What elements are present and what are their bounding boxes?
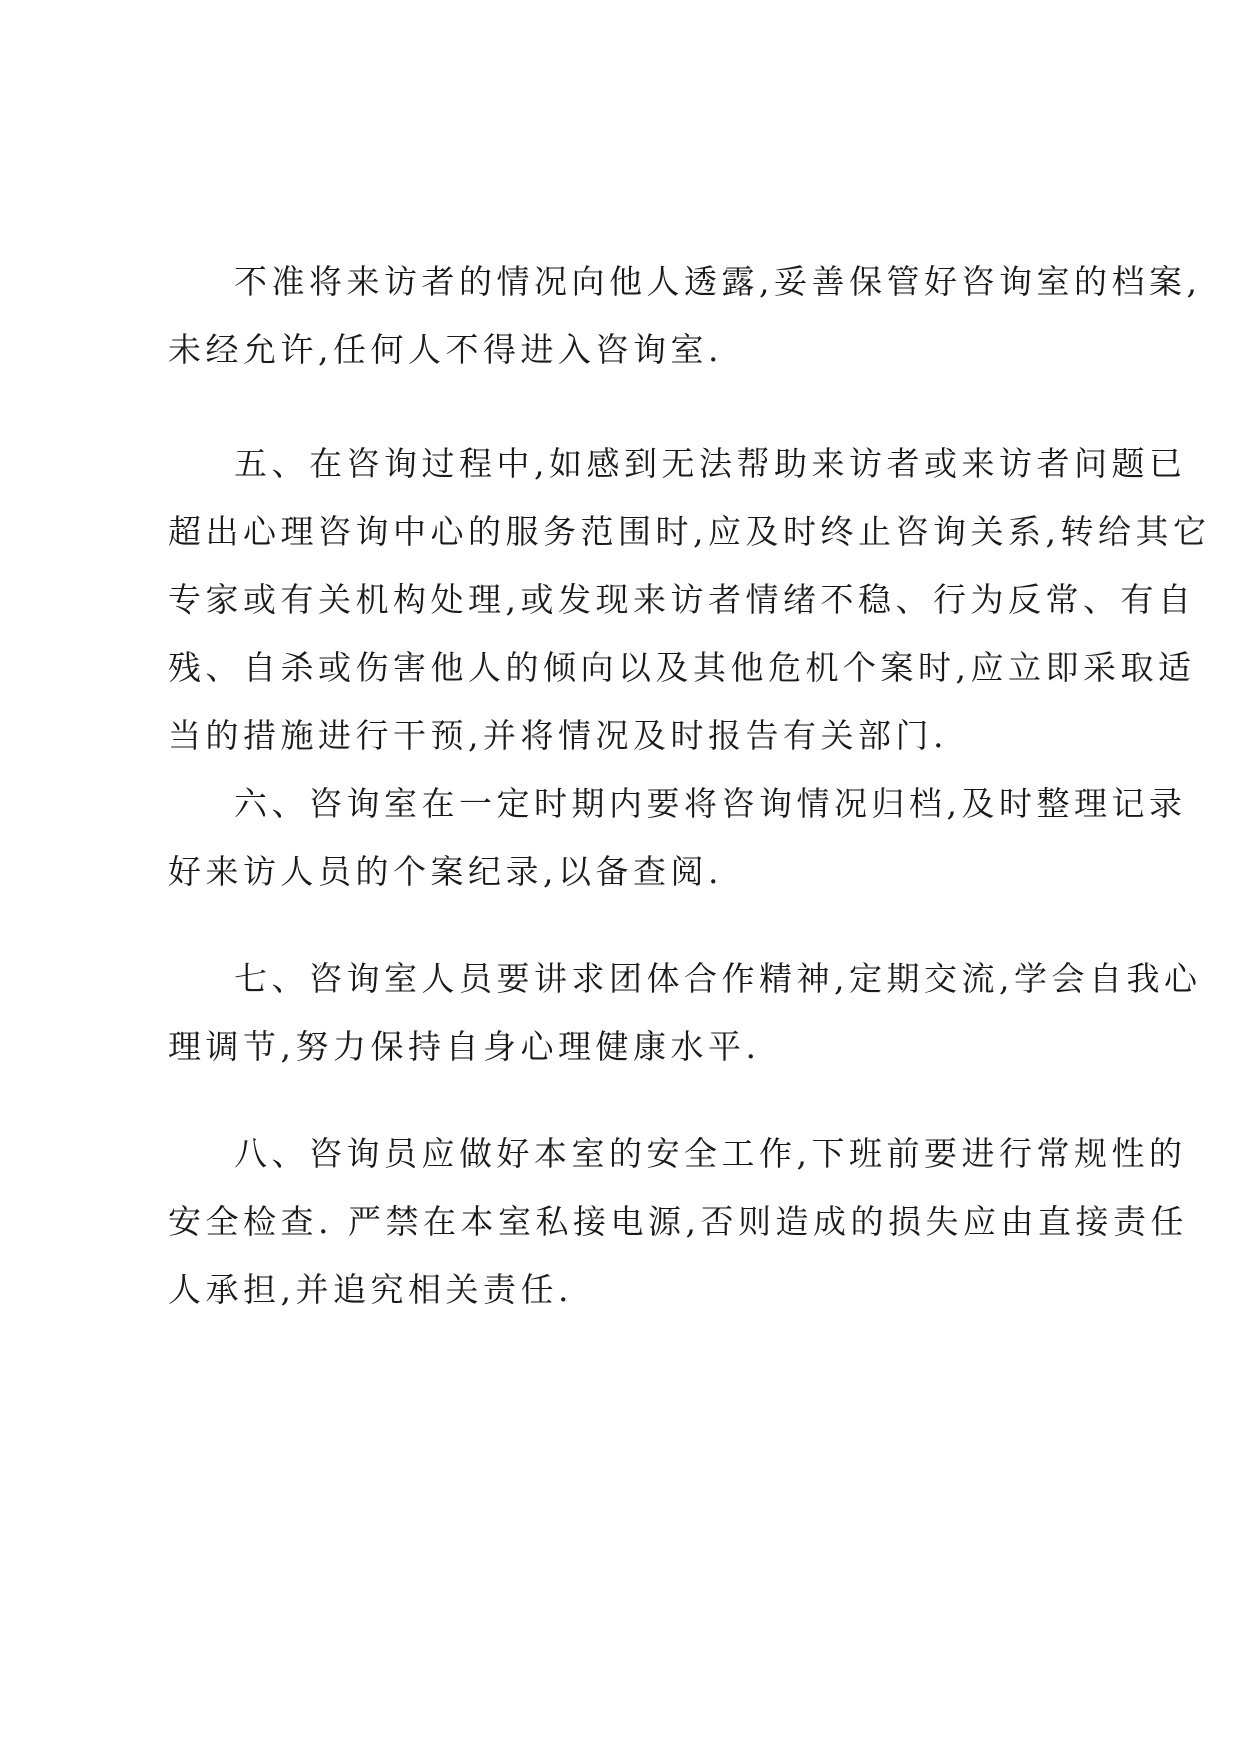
paragraph-line: 好来访人员的个案纪录,以备查阅.	[168, 852, 723, 891]
paragraph-line: 专家或有关机构处理,或发现来访者情绪不稳、行为反常、有自	[168, 580, 1196, 619]
paragraph-line: 人承担,并追究相关责任.	[168, 1270, 573, 1309]
paragraph-line: 超出心理咨询中心的服务范围时,应及时终止咨询关系,转给其它	[168, 512, 1211, 551]
paragraph-line: 七、咨询室人员要讲求团体合作精神,定期交流,学会自我心	[234, 959, 1202, 998]
paragraph-line: 六、咨询室在一定时期内要将咨询情况归档,及时整理记录	[234, 784, 1187, 823]
paragraph-item-8	[168, 1120, 1188, 1324]
paragraph-item-6	[168, 770, 1187, 906]
paragraph-line: 残、自杀或伤害他人的倾向以及其他危机个案时,应立即采取适	[168, 648, 1196, 687]
paragraph-line: 当的措施进行干预,并将情况及时报告有关部门.	[168, 716, 948, 755]
paragraph-confidentiality	[168, 248, 1202, 384]
paragraph-line: 理调节,努力保持自身心理健康水平.	[168, 1027, 761, 1066]
paragraph-line: 安全检查. 严禁在本室私接电源,否则造成的损失应由直接责任	[168, 1202, 1188, 1241]
paragraph-line: 不准将来访者的情况向他人透露,妥善保管好咨询室的档案,	[234, 262, 1202, 301]
paragraph-line: 五、在咨询过程中,如感到无法帮助来访者或来访者问题已	[234, 444, 1187, 483]
paragraph-item-7	[168, 945, 1202, 1081]
paragraph-line: 未经允许,任何人不得进入咨询室.	[168, 330, 723, 369]
paragraph-line: 八、咨询员应做好本室的安全工作,下班前要进行常规性的	[234, 1134, 1187, 1173]
paragraph-item-5	[168, 430, 1211, 770]
